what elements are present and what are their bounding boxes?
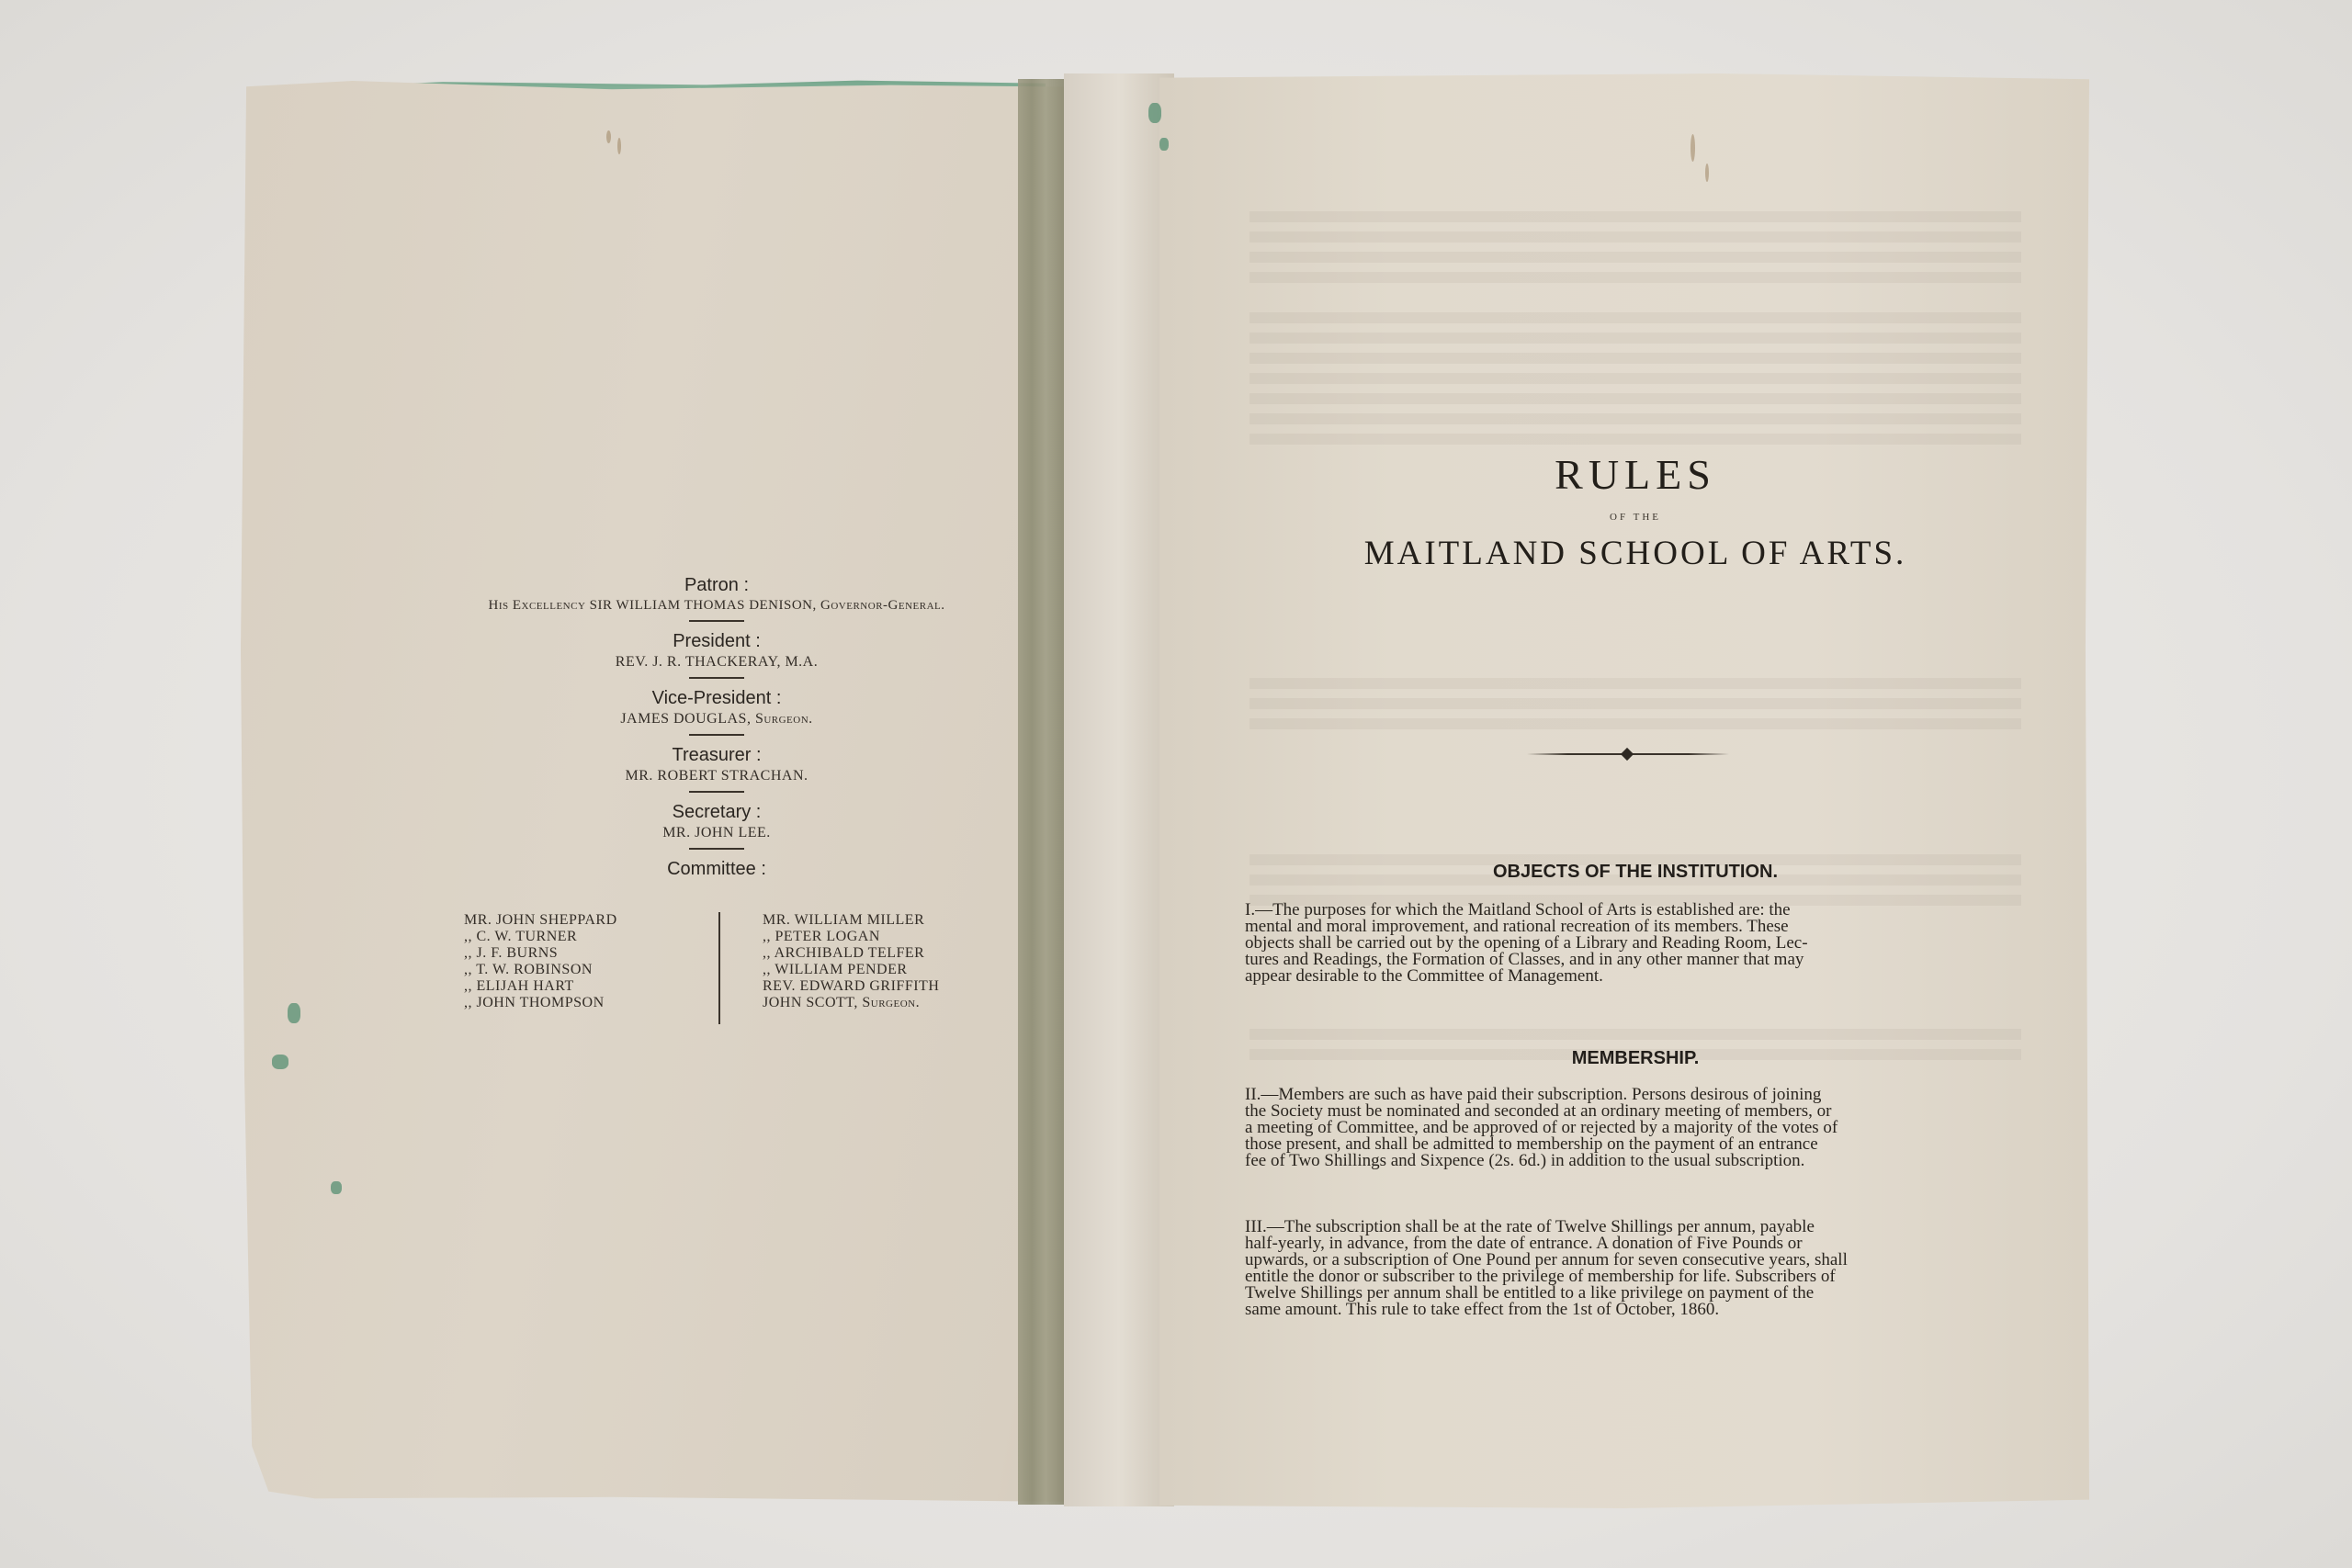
mold-spot bbox=[1148, 103, 1161, 123]
ink-stain bbox=[606, 130, 611, 143]
committee-member: ,, PETER LOGAN bbox=[763, 929, 880, 944]
title-block bbox=[1268, 450, 2003, 573]
divider-rule bbox=[689, 734, 744, 736]
rule-paragraph-i bbox=[1245, 902, 2007, 985]
paragraph-line: fee of Two Shillings and Sixpence (2s. 6d.) in addition to the usual subscription. bbox=[1245, 1151, 1805, 1170]
committee-member: ,, J. F. BURNS bbox=[464, 945, 559, 961]
paragraph-line: entitle the donor or subscriber to the privilege of membership for life. Subscribers of bbox=[1245, 1267, 1836, 1286]
committee-member: MR. JOHN SHEPPARD bbox=[464, 912, 617, 928]
paragraph-line: half-yearly, in advance, from the date of entrance. A donation of Five Pounds or bbox=[1245, 1234, 1803, 1253]
secretary-title: Secretary : bbox=[672, 802, 762, 822]
officers-list bbox=[386, 566, 1047, 880]
mold-spot bbox=[288, 1003, 300, 1023]
paragraph-line: appear desirable to the Committee of Management. bbox=[1245, 966, 1603, 986]
committee-member: ,, ARCHIBALD TELFER bbox=[763, 945, 925, 961]
paragraph-line: Twelve Shillings per annum shall be entitled to a like privilege on payment of the bbox=[1245, 1283, 1815, 1303]
patron-title: Patron : bbox=[684, 575, 750, 595]
ink-stain bbox=[617, 138, 621, 154]
committee-member: ,, C. W. TURNER bbox=[464, 929, 578, 944]
committee-member: ,, ELIJAH HART bbox=[464, 978, 574, 994]
mold-spot bbox=[272, 1055, 288, 1069]
rule-paragraph-ii bbox=[1245, 1087, 2007, 1169]
president-title: President : bbox=[673, 631, 761, 651]
paragraph-line: tures and Readings, the Formation of Classes, and in any other manner that may bbox=[1245, 950, 1804, 969]
section-heading-objects: OBJECTS OF THE INSTITUTION. bbox=[1492, 862, 1778, 882]
treasurer-title: Treasurer : bbox=[672, 745, 762, 765]
paragraph-line: the Society must be nominated and seconded at an ordinary meeting of members, or bbox=[1245, 1101, 1832, 1121]
ink-stain bbox=[1705, 164, 1709, 182]
ink-stain bbox=[1690, 134, 1695, 162]
committee-column-right bbox=[763, 912, 939, 1011]
paragraph-line: III.—The subscription shall be at the rate of Twelve Shillings per annum, payable bbox=[1245, 1217, 1815, 1236]
paragraph-line: I.—The purposes for which the Maitland School of Arts is established are: the bbox=[1245, 900, 1791, 919]
page-gutter bbox=[1064, 73, 1174, 1506]
committee-title: Committee : bbox=[667, 859, 766, 879]
committee-divider bbox=[718, 912, 720, 1024]
divider-rule bbox=[689, 677, 744, 679]
president-name: REV. J. R. THACKERAY, M.A. bbox=[615, 654, 819, 670]
divider-rule bbox=[689, 620, 744, 622]
rule-paragraph-iii bbox=[1245, 1219, 2007, 1318]
patron-prefix: His Excellency bbox=[488, 598, 586, 613]
treasurer-name: MR. ROBERT STRACHAN. bbox=[625, 768, 808, 784]
patron-name: SIR WILLIAM THOMAS DENISON, bbox=[589, 598, 817, 613]
paragraph-line: objects shall be carried out by the opening of a Library and Reading Room, Lec- bbox=[1245, 933, 1808, 953]
divider-rule bbox=[689, 848, 744, 850]
mold-spot bbox=[331, 1181, 342, 1194]
patron-name-line bbox=[386, 598, 1047, 614]
committee-member: JOHN SCOTT, bbox=[763, 995, 858, 1010]
paragraph-line: upwards, or a subscription of One Pound per annum for seven consecutive years, shall bbox=[1245, 1250, 1848, 1269]
paragraph-line: a meeting of Committee, and be approved of or rejected by a majority of the votes of bbox=[1245, 1118, 1838, 1137]
vice-president-title: Vice-President : bbox=[651, 688, 782, 708]
vice-president-line bbox=[386, 711, 1047, 728]
committee-member: REV. EDWARD GRIFFITH bbox=[763, 978, 940, 994]
vice-president-name: JAMES DOUGLAS, bbox=[620, 711, 752, 727]
page-subtitle: MAITLAND SCHOOL OF ARTS. bbox=[1363, 535, 1907, 572]
committee-member: MR. WILLIAM MILLER bbox=[763, 912, 925, 928]
secretary-name: MR. JOHN LEE. bbox=[662, 825, 771, 840]
committee-member-last-line bbox=[763, 995, 939, 1011]
committee-member: ,, JOHN THOMPSON bbox=[464, 995, 605, 1010]
committee-member: ,, WILLIAM PENDER bbox=[763, 962, 908, 977]
paragraph-line: II.—Members are such as have paid their subscription. Persons desirous of joining bbox=[1245, 1085, 1822, 1104]
committee-list bbox=[464, 912, 1034, 1024]
ornamental-rule bbox=[1527, 751, 1729, 757]
patron-suffix: Governor-General. bbox=[820, 598, 945, 613]
committee-member-suffix: Surgeon. bbox=[862, 995, 921, 1010]
section-heading-membership: MEMBERSHIP. bbox=[1571, 1048, 1700, 1068]
paragraph-line: those present, and shall be admitted to membership on the payment of an entrance bbox=[1245, 1134, 1818, 1154]
page-title: RULES bbox=[1555, 451, 1716, 498]
mold-spot bbox=[1159, 138, 1169, 151]
vice-president-suffix: Surgeon. bbox=[754, 711, 813, 727]
paragraph-line: mental and moral improvement, and rational recreation of its members. These bbox=[1245, 917, 1789, 936]
divider-rule bbox=[689, 791, 744, 793]
committee-column-left bbox=[464, 912, 617, 1011]
title-connector: OF THE bbox=[1610, 512, 1661, 523]
committee-member: ,, T. W. ROBINSON bbox=[464, 962, 593, 977]
paragraph-line: same amount. This rule to take effect from the 1st of October, 1860. bbox=[1245, 1300, 1720, 1319]
